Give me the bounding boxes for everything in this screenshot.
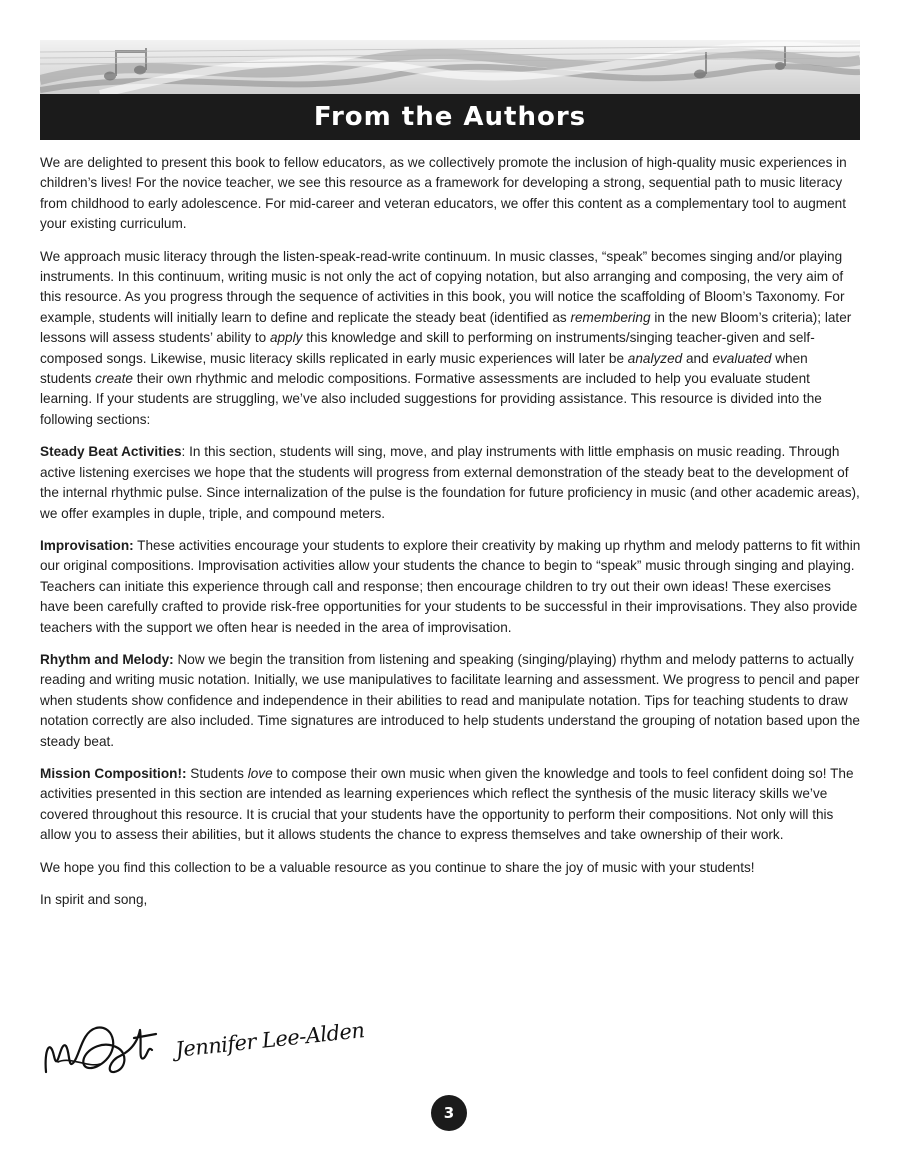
steady-beat-paragraph [40, 442, 862, 524]
steady-beat-text: : In this section, students will sing, move, and play instruments with little emphasis on music reading. Through active listening exercises we hope that the students will progress from external demonstration of the steady beat to the development of the internal rhythmic pulse. Since internalization of the pulse is the foundation for future proficiency in music (and other academic areas), we offer examples in duple, triple, and compound meters. [40, 444, 860, 521]
signoff: In spirit and song, [40, 892, 148, 907]
approach-emphasis-remembering: remembering [570, 309, 651, 325]
improvisation-heading: Improvisation: [40, 537, 134, 553]
mission-text-1: Students [186, 765, 248, 781]
rhythm-melody-heading: Rhythm and Melody: [40, 651, 174, 667]
approach-text-6: their own rhythmic and melodic compositions. Formative assessments are included to help you evaluate student learning. If your students are struggling, we’ve also included suggestions for providing assistance. This resource is divided into the following sections: [40, 371, 822, 427]
approach-text-3: this knowledge and skill to performing on instruments/singing teacher-given and self-composed songs. Likewise, music literacy skills replicated in early music experiences will later be [40, 330, 815, 366]
title-bar [40, 94, 860, 140]
approach-text-4: and [682, 350, 713, 366]
rhythm-melody-text: Now we begin the transition from listening and speaking (singing/playing) rhythm and melody patterns to actually reading and writing music notation. Initially, we use manipulatives to facilitate learning and assessment. We progress to pencil and paper when students show confidence and independence in their abilities to read and manipulate notation. Tips for teaching students to draw notation correctly are also included. Time signatures are introduced to help students understand the grouping of notation based upon the steady beat. [40, 651, 860, 749]
page-title: From the Authors [313, 102, 587, 132]
approach-text-2: in the new Bloom’s criteria); later lessons will assess students’ ability to [40, 309, 852, 346]
mission-emphasis-love: love [247, 765, 273, 781]
first-author-signature [40, 1010, 170, 1090]
approach-emphasis-apply: apply [269, 330, 303, 346]
rhythm-melody-paragraph [40, 650, 862, 752]
closing-paragraph: We hope you find this collection to be a valuable resource as you continue to share the joy of music with your students! [40, 859, 755, 875]
approach-text-1: We approach music literacy through the listen-speak-read-write continuum. In music classes, “speak” becomes singing and/or playing instruments. In this continuum, writing music is not only the act of copying notation, but also arranging and composing, the very aim of this resource. As you progress through the sequence of activities in this book, you will notice the scaffolding of Bloom’s Taxonomy. For example, students will initially learn to define and replicate the steady beat (identified as [40, 248, 845, 325]
approach-emphasis-analyzed: analyzed [627, 350, 683, 366]
author-signatures [40, 1010, 400, 1090]
page-number-badge: 3 [431, 1095, 467, 1131]
banner-swirl-graphic [40, 40, 860, 94]
second-author-signature: Jennifer Lee-Alden [174, 1018, 366, 1062]
mission-composition-paragraph [40, 764, 862, 846]
approach-text-5: when students [40, 350, 808, 387]
intro-paragraph: We are delighted to present this book to fellow educators, as we collectively promote the inclusion of high-quality music experiences in children’s lives! For the novice teacher, we see this resource as a framework for developing a strong, sequential path to music literacy from childhood to early adolescence. For mid-career and veteran educators, we offer this content as a complementary tool to augment your existing curriculum. [40, 155, 847, 232]
mission-text-2: to compose their own music when given the knowledge and tools to feel confident doing so! The activities presented in this section are intended as learning experiences which reflect the synthesis of the music literacy skills we’ve covered throughout this resource. It is crucial that your students have the opportunity to perform their compositions. Not only will this allow you to assess their abilities, but it allows students the chance to express themselves and take ownership of their work. [40, 765, 854, 843]
steady-beat-heading: Steady Beat Activities [40, 444, 182, 460]
approach-emphasis-create: create [95, 371, 133, 387]
approach-emphasis-evaluated: evaluated [712, 350, 772, 366]
improvisation-text: These activities encourage your students to explore their creativity by making up rhythm and melody patterns to fit within our original compositions. Improvisation activities allow your students the chance to begin to “speak” music through singing and playing. Teachers can initiate this experience through call and response; then encourage children to try out their own ideas! These exercises have been carefully crafted to provide risk-free opportunities for your students to be successful in their improvisations. They also provide teachers with the support we often hear is needed in the area of improvisation. [40, 537, 861, 635]
mission-composition-heading: Mission Composition!: [40, 765, 187, 781]
music-notes-banner-art [40, 40, 860, 94]
body-text [40, 153, 862, 922]
improvisation-paragraph [40, 536, 862, 638]
header-banner [40, 40, 860, 140]
approach-paragraph [40, 247, 862, 431]
